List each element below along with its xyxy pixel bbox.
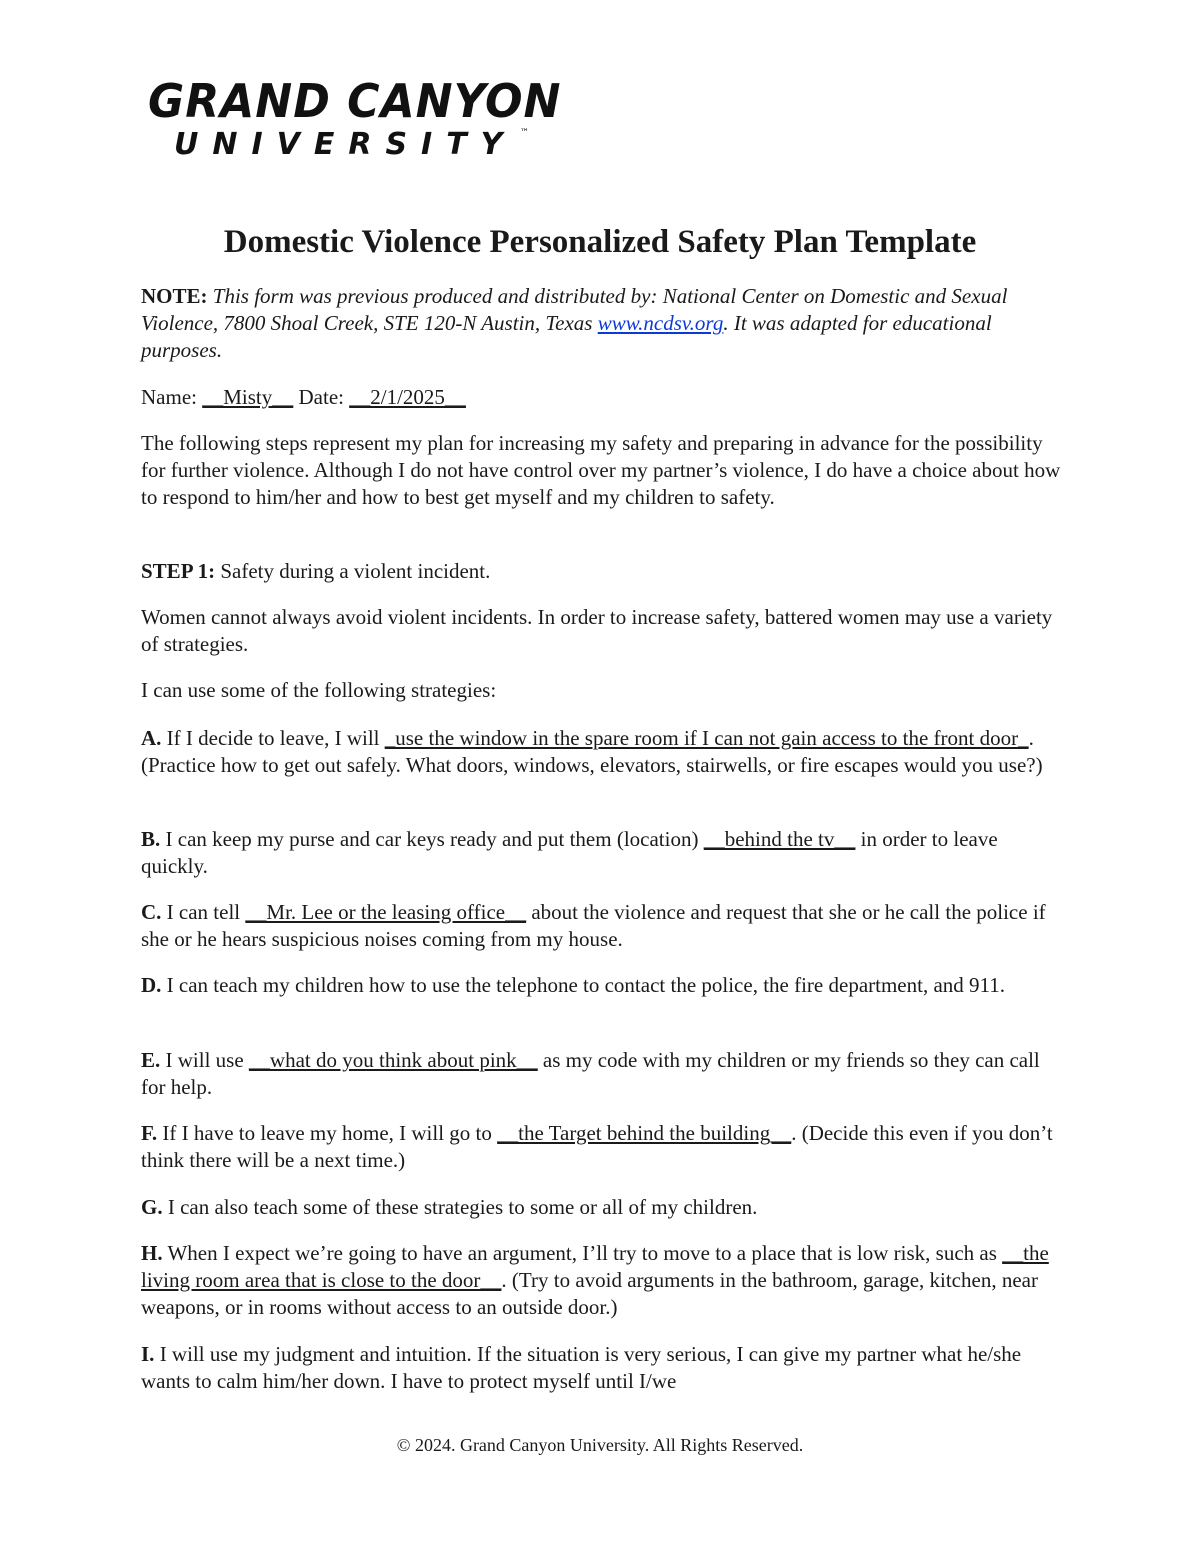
item-h-label: H. <box>141 1241 163 1265</box>
university-logo <box>148 74 562 162</box>
item-g-label: G. <box>141 1195 163 1219</box>
strategy-item-c <box>141 899 1061 953</box>
item-c-text: I can tell <box>161 900 246 924</box>
intro-paragraph: The following steps represent my plan for increasing my safety and preparing in advance for the possibility for further violence. Although I do not have control over my partner’s violence, I do have a choice about how to respond to him/her and how to best get myself and my children to safety. <box>141 431 1061 509</box>
item-d-text: I can teach my children how to use the telephone to contact the police, the fire department, and 911. <box>161 973 1006 997</box>
step1-label: STEP 1: <box>141 559 216 583</box>
strategy-item-b <box>141 826 1061 880</box>
copyright-footer: © 2024. Grand Canyon University. All Rights Reserved. <box>396 1435 804 1455</box>
logo-line-grand-canyon: GRAND CANYON <box>148 74 562 128</box>
item-a-label: A. <box>141 726 162 750</box>
date-label: Date: <box>293 385 350 409</box>
note-text: This form was previous produced and distributed by: National Center on Domestic and Sexual Violence, 7800 Shoal Creek, STE 120-N Austin, Texas <box>141 284 1008 335</box>
strategy-item-i <box>141 1341 1061 1395</box>
item-f-answer: __the Target behind the building__ <box>497 1121 792 1145</box>
item-i-label: I. <box>141 1342 155 1366</box>
logo-line-university: UNIVERSITY <box>174 127 517 162</box>
strategy-item-g <box>141 1194 1061 1221</box>
item-f-text: If I have to leave my home, I will go to <box>157 1121 498 1145</box>
step1-text: Safety during a violent incident. <box>215 559 491 583</box>
name-date-line <box>141 384 1061 411</box>
strategy-item-a <box>141 725 1061 779</box>
item-g-text: I can also teach some of these strategies to some or all of my children. <box>162 1195 758 1219</box>
item-a-text-end: . (Practice how to get out safely. What doors, windows, elevators, stairwells, or fire escapes would you use?) <box>141 726 1043 777</box>
name-value: __Misty__ <box>202 385 294 409</box>
step1-paragraph: Women cannot always avoid violent incidents. In order to increase safety, battered women may use a variety of strategies. <box>141 605 1053 656</box>
note-paragraph <box>141 283 1061 364</box>
date-value: __2/1/2025__ <box>349 385 466 409</box>
item-h-answer: __the living room area that is close to the door__ <box>141 1241 1049 1292</box>
item-e-text: I will use <box>160 1048 249 1072</box>
strategy-item-d <box>141 972 1061 999</box>
item-c-text-end: about the violence and request that she or he call the police if she or he hears suspicious noises coming from my house. <box>141 900 1046 951</box>
note-label: NOTE: <box>141 284 208 308</box>
item-i-text: I will use my judgment and intuition. If the situation is very serious, I can give my partner what he/she wants to calm him/her down. I have to protect myself until I/we <box>141 1342 1022 1393</box>
item-b-text: I can keep my purse and car keys ready and put them (location) <box>160 827 704 851</box>
strategy-item-e <box>141 1047 1061 1101</box>
item-h-text: When I expect we’re going to have an argument, I’ll try to move to a place that is low risk, such as <box>162 1241 1003 1265</box>
item-e-text-end: as my code with my children or my friends so they can call for help. <box>141 1048 1040 1099</box>
page-title: Domestic Violence Personalized Safety Plan Template <box>223 224 977 260</box>
item-e-label: E. <box>141 1048 161 1072</box>
item-b-label: B. <box>141 827 161 851</box>
item-f-label: F. <box>141 1121 158 1145</box>
ncdsv-link[interactable]: www.ncdsv.org <box>597 311 724 335</box>
step1-heading <box>141 558 1061 585</box>
item-a-answer: _use the window in the spare room if I can not gain access to the front door_ <box>384 726 1029 750</box>
strategies-intro: I can use some of the following strategies: <box>141 678 497 702</box>
item-c-answer: __Mr. Lee or the leasing office__ <box>245 900 527 924</box>
strategy-item-h <box>141 1240 1061 1321</box>
item-d-label: D. <box>141 973 162 997</box>
strategy-item-f <box>141 1120 1061 1174</box>
trademark-symbol: ™ <box>520 128 529 138</box>
item-f-text-end: . (Decide this even if you don’t think there will be a next time.) <box>141 1121 1053 1172</box>
item-h-text-end: . (Try to avoid arguments in the bathroom, garage, kitchen, near weapons, or in rooms without access to an outside door.) <box>141 1268 1038 1319</box>
item-c-label: C. <box>141 900 162 924</box>
name-label: Name: <box>141 385 203 409</box>
item-b-answer: __behind the tv__ <box>703 827 856 851</box>
item-a-text: If I decide to leave, I will <box>161 726 385 750</box>
item-b-text-end: in order to leave quickly. <box>141 827 998 878</box>
note-text-end: . It was adapted for educational purposes. <box>141 311 992 362</box>
item-e-answer: __what do you think about pink__ <box>248 1048 538 1072</box>
